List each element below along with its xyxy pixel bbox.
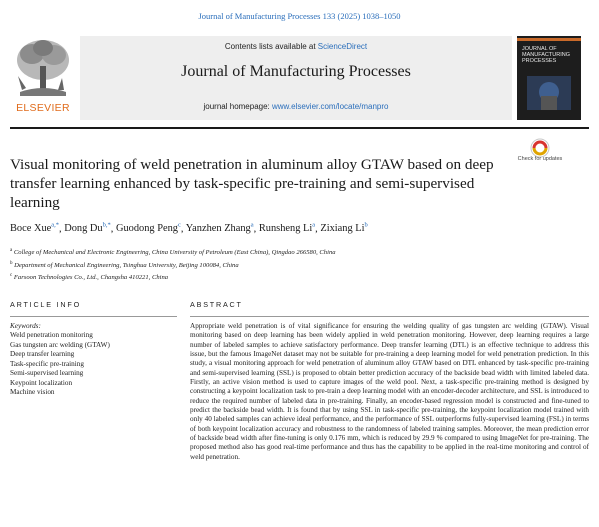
journal-homepage-link[interactable]: www.elsevier.com/locate/manpro: [272, 102, 389, 111]
author-list: Boce Xue$^{a,*}$, Dong $Du^{b,*}$, Guodong Peng$^c$, Yanzhen Zhang$^a$, Runsheng Li$^a$, Zixiang Li$^b$: [10, 222, 368, 235]
affiliations: [10, 246, 580, 284]
journal-title: Journal of Manufacturing Processes: [181, 63, 411, 80]
abstract-text: Appropriate weld penetration is of vital significance for ensuring the welding quality of gas tungsten arc welding (GTAW). Visual monitoring based on deep learning has been widely applied in weld penetration monitoring. However, deep learning requires a large number of labeled samples to achieve satisfactory performance. Deep transfer learning (DTL) is an effective technique to address this issue, but the famous ImageNet dataset may not be suitable for pre-training a deep learning model for weld penetration prediction. In this study, a visual monitoring approach for weld penetration of aluminum alloy GTAW based on DTL enhanced by task-specific pre-training and semi-supervised learning (SSL) is proposed to obtain better prediction accuracy of the backside bead width with limited labeled data. Firstly, an active vision method is used to capture images of the weld pool. Next, a task-specific pre-training method is designed by constructing a keypoint localization task to pre-train a deep learning model with an encoder-decoder architecture, and SSL is introduced to reduce the required number of labeled data in pre-training. Finally, an encoder-based regression model is constructed and fine-tuned to predict the backside bead width. It is found that by using SSL in task-specific pre-training, the keypoint localization model trained with only 40 labeled samples can achieve ideal performance, and the performance of SSL outperforms fully-supervised learning (FSL) in terms of both keypoint localization accuracy and robustness to the randomness of labeled training samples. Moreover, the mean prediction error of backside bead width after fine-tuning is only 0.176 mm, which is reduced by 29.9 % compared to using ImageNet for pre-training. The proposed method also has good real-time performance and thus has the capability to be applied in the real-time monitoring and control of weld penetration.: [190, 322, 589, 461]
author[interactable]: Runsheng Li$^a$: [258, 222, 316, 235]
keyword: Semi-supervised learning: [10, 369, 84, 377]
abstract-rule: [190, 316, 589, 317]
journal-citation[interactable]: Journal of Manufacturing Processes 133 (2025) 1038–1050: [198, 11, 401, 21]
author[interactable]: Zixiang Li$^b$: [320, 222, 368, 235]
homepage-prefix: journal homepage:: [203, 102, 272, 111]
affiliation: $^a$ College of Mechanical and Electronic Engineering, China University of Petroleum (East China), Qingdao 266580, China: [10, 248, 336, 257]
masthead-rule: [10, 127, 589, 129]
keyword: Task-specific pre-training: [10, 359, 84, 368]
check-for-updates-label[interactable]: Check for updates: [517, 156, 563, 162]
keyword: Machine vision: [10, 388, 55, 396]
affiliation: $^b$ Department of Mechanical Engineering, Tsinghua University, Beijing 100084, China: [10, 260, 239, 269]
keyword-list: [10, 331, 180, 398]
journal-cover-image[interactable]: [517, 36, 581, 120]
author[interactable]: Yanzhen Zhang$^a$: [185, 222, 254, 235]
affiliation: $^c$ Farsoon Technologies Co., Ltd., Changsha 410221, China: [10, 273, 169, 282]
contents-prefix: Contents lists available at: [224, 42, 318, 51]
keyword: Deep transfer learning: [10, 350, 75, 358]
homepage-line: [80, 102, 512, 111]
journal-masthead: [10, 36, 589, 124]
sciencedirect-link[interactable]: ScienceDirect: [317, 42, 368, 51]
keyword: Weld penetration monitoring: [10, 331, 93, 339]
contents-line: [80, 42, 512, 51]
journal-info-box: [80, 36, 512, 120]
article-title: Visual monitoring of weld penetration in aluminum alloy GTAW based on deep transfer learning enhanced by task-specific pre-training and semi-supervised learning: [10, 156, 494, 211]
publisher-name: ELSEVIER: [16, 102, 70, 114]
author[interactable]: Dong $Du^{b,*}$: [64, 222, 111, 235]
cover-title: JOURNAL OF MANUFACTURING PROCESSES: [522, 46, 570, 65]
keyword: Keypoint localization: [10, 378, 73, 387]
article-info-heading: ARTICLE INFO: [10, 300, 81, 309]
keywords-label: Keywords:: [10, 322, 41, 330]
abstract-heading: ABSTRACT: [190, 300, 243, 309]
article-info-rule: [10, 316, 177, 317]
author[interactable]: Boce Xue$^{a,*}$: [10, 222, 60, 235]
author[interactable]: Guodong Peng$^c$: [115, 222, 181, 235]
keyword: Gas tungsten arc welding (GTAW): [10, 340, 110, 349]
